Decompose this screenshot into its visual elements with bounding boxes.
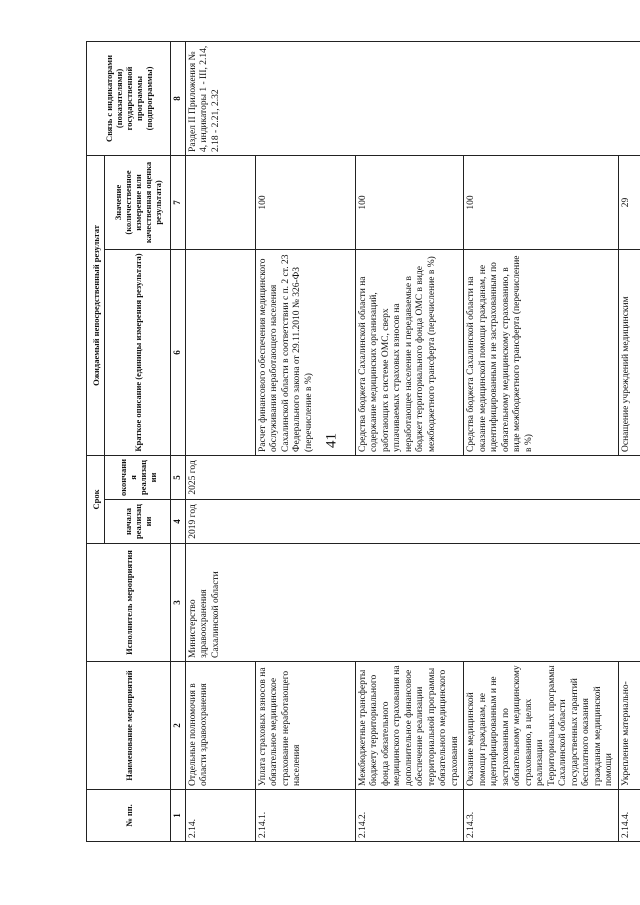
index-cell: 2 bbox=[171, 662, 186, 790]
table-row bbox=[355, 41, 464, 841]
row-desc: Оснащение учреждений медицинским bbox=[618, 249, 640, 455]
table-row bbox=[255, 41, 355, 841]
row-num: 2.14.2. bbox=[355, 790, 464, 842]
row-executor: Министерство здравоохранения Сахалинской области bbox=[185, 544, 640, 662]
row-desc: Расчет финансового обеспечения медицинского обслуживания неработающего населения Сахалинской области в соответствии с п. 2 ст. 23 Федерального закона от 29.11.2010 № 326-ФЗ (перечисление в %) bbox=[255, 249, 355, 455]
row-start: 2019 год bbox=[185, 500, 640, 544]
header-link: Связь с индикаторами (показателями) государственной программы (подпрограммы) bbox=[87, 41, 171, 155]
header-end: окончания реализации bbox=[105, 455, 171, 499]
row-desc: Средства бюджета Сахалинской области на содержание медицинских организаций, работающих в системе ОМС, сверх уплачиваемых страховых взносов на неработающее население и передаваемые в бюджет территориального фонда ОМС в виде межбюджетного трансферта (перечисление в %) bbox=[355, 249, 464, 455]
index-cell: 4 bbox=[171, 500, 186, 544]
row-desc: Средства бюджета Сахалинской области на оказание медицинской помощи гражданам, не идентифицированным и не застрахованным по обязательному медицинскому страхованию, в виде межбюджетного трансферта (перечисление в %) bbox=[464, 249, 619, 455]
header-name: Наименование мероприятий bbox=[87, 662, 171, 790]
row-value: 100 bbox=[464, 155, 619, 249]
table-row bbox=[185, 41, 255, 841]
row-name: Межбюджетные трансферты бюджету территориального фонда обязательного медицинского страхования на дополнительное финансовое обеспечение реализации территориальной программы обязательного медицинского страхования bbox=[355, 662, 464, 790]
header-term: Срок bbox=[87, 455, 105, 543]
table-row bbox=[464, 41, 619, 841]
row-value: 100 bbox=[355, 155, 464, 249]
index-cell: 8 bbox=[171, 41, 186, 155]
row-value: 29 bbox=[618, 155, 640, 249]
rotated-page bbox=[86, 42, 631, 842]
table-row bbox=[618, 41, 640, 841]
row-desc bbox=[185, 249, 255, 455]
column-index-row bbox=[171, 41, 186, 841]
row-value bbox=[185, 155, 255, 249]
header-executor: Исполнитель мероприятия bbox=[87, 544, 171, 662]
index-cell: 3 bbox=[171, 544, 186, 662]
header-start: начала реализации bbox=[105, 500, 171, 544]
row-name: Уплата страховых взносов на обязательное медицинское страхование неработающего населения bbox=[255, 662, 355, 790]
row-end: 2025 год bbox=[185, 455, 640, 499]
index-cell: 1 bbox=[171, 790, 186, 842]
row-name: Отдельные полномочия в области здравоохранения bbox=[185, 662, 255, 790]
row-num: 2.14.1. bbox=[255, 790, 355, 842]
row-name: Укрепление материально- bbox=[618, 662, 640, 790]
header-result: Ожидаемый непосредственный результат bbox=[87, 155, 105, 455]
row-num: 2.14.4. bbox=[618, 790, 640, 842]
header-desc: Краткое описание (единицы измерения результата) bbox=[105, 249, 171, 455]
row-link: Раздел II Приложения № 4, индикаторы 1 - III, 2.14, 2.18 - 2.21, 2.32 bbox=[185, 41, 640, 155]
row-name: Оказание медицинской помощи гражданам, не идентифицированным и не застрахованным по обязательному медицинскому страхованию, в целях реализации Территориальных программы Сахалинской области государственных гарантий бесплатного оказания гражданам медицинской помощи bbox=[464, 662, 619, 790]
index-cell: 7 bbox=[171, 155, 186, 249]
page-number: 41 bbox=[323, 433, 340, 448]
row-num: 2.14. bbox=[185, 790, 255, 842]
index-cell: 5 bbox=[171, 455, 186, 499]
row-num: 2.14.3. bbox=[464, 790, 619, 842]
header-value: Значение (количественное измерение или качественная оценка результата) bbox=[105, 155, 171, 249]
header-num: № пп. bbox=[87, 790, 171, 842]
row-value: 100 bbox=[255, 155, 355, 249]
measures-table bbox=[86, 41, 640, 842]
index-cell: 6 bbox=[171, 249, 186, 455]
